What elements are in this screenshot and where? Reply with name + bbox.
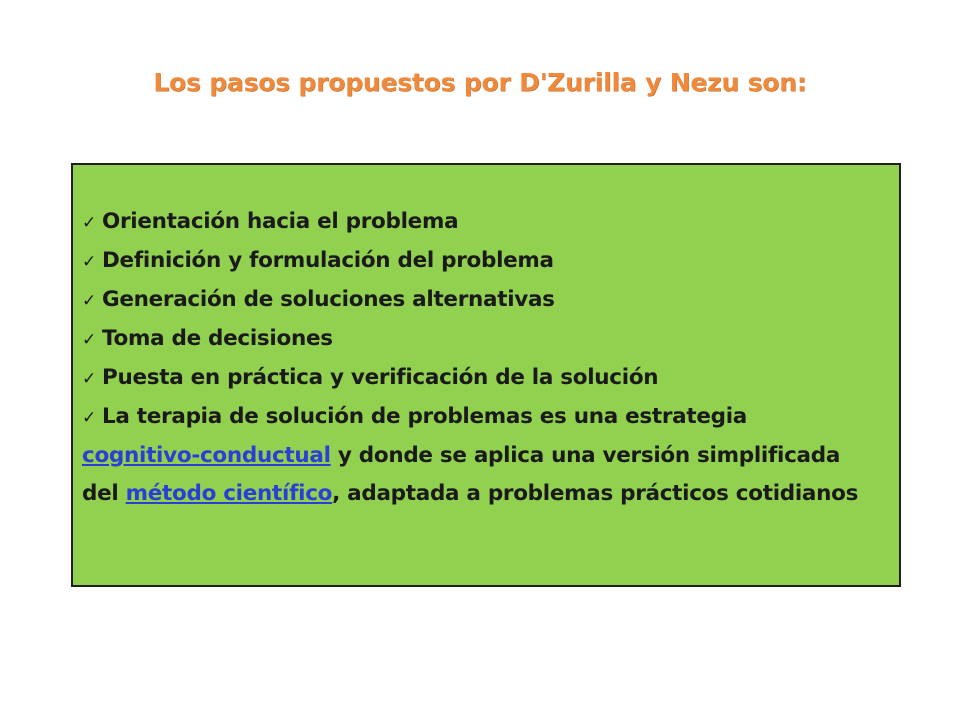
checkmark-icon: ✓ bbox=[82, 408, 96, 428]
paragraph-text-1: La terapia de solución de problemas es una estrategia bbox=[102, 404, 748, 429]
paragraph-text-3: , adaptada a problemas prácticos cotidianos bbox=[332, 481, 859, 506]
slide-title: Los pasos propuestos por D'Zurilla y Nezu son: bbox=[153, 68, 807, 97]
paragraph-text-2: y donde se aplica una versión simplificada del bbox=[82, 443, 841, 506]
bullet-item-terapia-paragraph bbox=[82, 398, 862, 513]
bullet-item-orientacion bbox=[82, 203, 862, 242]
bullet-text: Toma de decisiones bbox=[102, 326, 333, 351]
checkmark-icon: ✓ bbox=[82, 369, 96, 389]
bullet-text: Puesta en práctica y verificación de la solución bbox=[102, 365, 659, 390]
checkmark-icon: ✓ bbox=[82, 213, 96, 233]
bullet-item-puesta-en-practica bbox=[82, 359, 862, 398]
bullet-item-generacion bbox=[82, 281, 862, 320]
bullet-text: Generación de soluciones alternativas bbox=[102, 287, 555, 312]
checkmark-icon: ✓ bbox=[82, 291, 96, 311]
checkmark-icon: ✓ bbox=[82, 252, 96, 272]
bullet-list bbox=[82, 203, 862, 513]
bullet-text: Definición y formulación del problema bbox=[102, 248, 554, 273]
cognitivo-conductual-link[interactable]: cognitivo-conductual bbox=[82, 443, 331, 468]
bullet-item-definicion bbox=[82, 242, 862, 281]
bullet-text: Orientación hacia el problema bbox=[102, 209, 459, 234]
content-box bbox=[71, 163, 901, 587]
checkmark-icon: ✓ bbox=[82, 330, 96, 350]
metodo-cientifico-link[interactable]: método científico bbox=[125, 481, 333, 506]
bullet-item-toma-decisiones bbox=[82, 320, 862, 359]
